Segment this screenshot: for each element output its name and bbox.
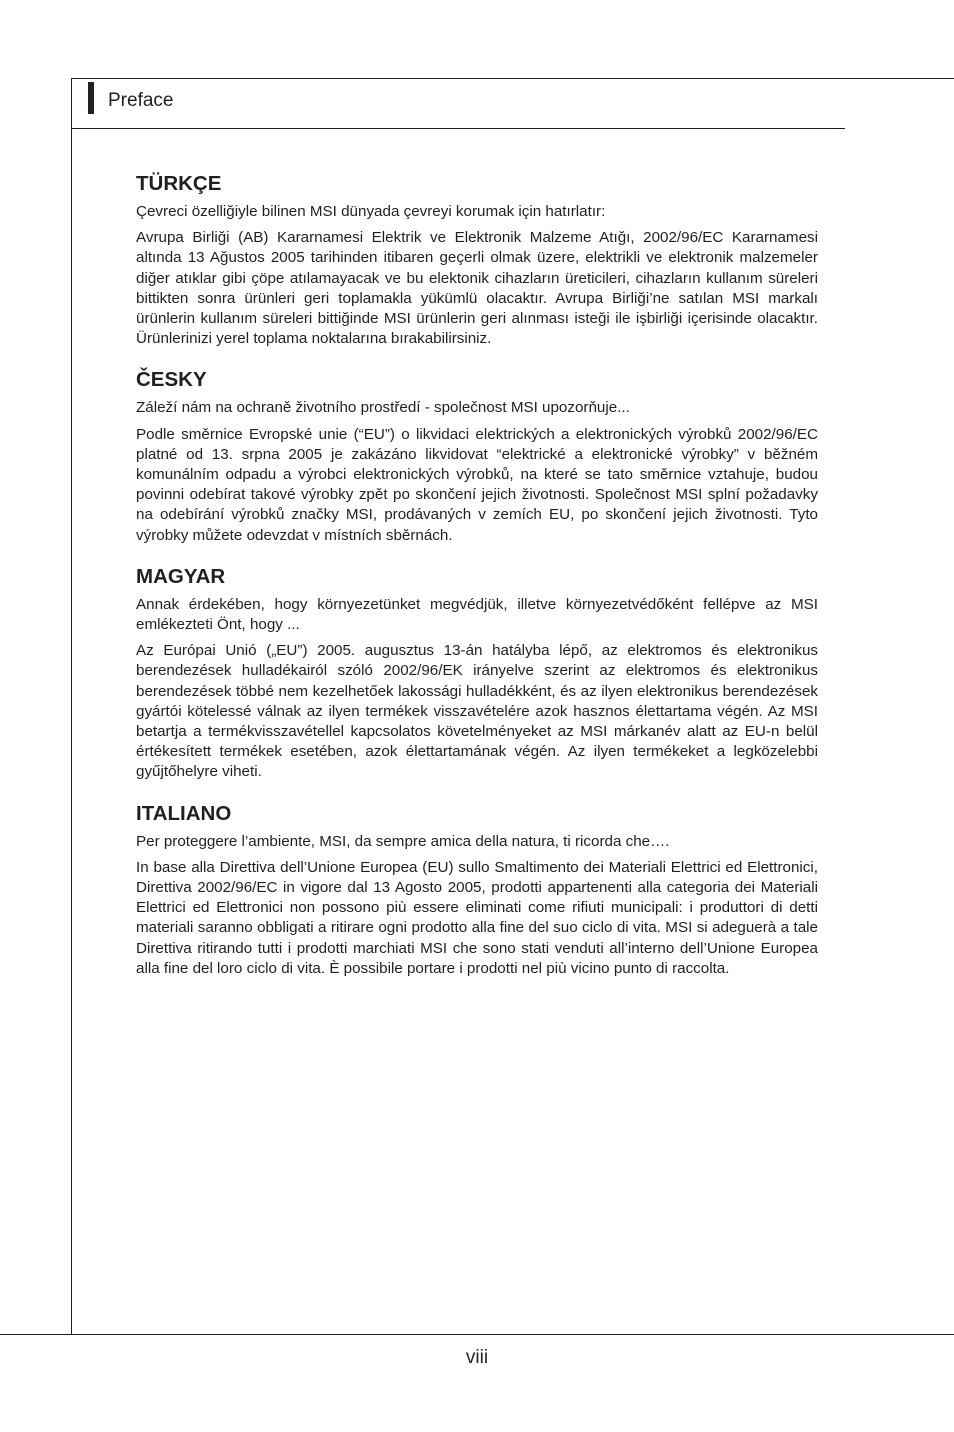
page-frame-top-rule	[71, 78, 954, 79]
section-body: Az Európai Unió („EU”) 2005. augusztus 13-án hatályba lépő, az elektromos és elektronikus berendezések hulladékairól szóló 2002/96/EK irányelve szerint az elektromos és elektronikus berendezések többé nem kezelhetőek lakossági hulladékként, és az ilyen elektronikus berendezések gyártói kötelessé válnak az ilyen termékek visszavételére azok hasznos élettartama végén. Az MSI betartja a termékvisszavétellel kapcsolatos követelményeket az MSI márkanév alatt az EU-n belül értékesített termékek esetében, azok élettartamának végén. Az ilyen termékeket a legközelebbi gyűjtőhelyre viheti.	[136, 642, 818, 781]
page-frame-left-rule	[71, 78, 72, 1335]
page-number: viii	[465, 1347, 489, 1368]
section-heading: ITALIANO	[136, 801, 232, 825]
section-intro: Annak érdekében, hogy környezetünket megvédjük, illetve környezetvédőként fellépve az MSI emlékezteti Önt, hogy ...	[136, 595, 818, 634]
section-heading: ČESKY	[136, 368, 207, 392]
section-body: Avrupa Birliği (AB) Kararnamesi Elektrik ve Elektronik Malzeme Atığı, 2002/96/EC Kararnamesi altında 13 Ağustos 2005 tarihinden itibaren geçerli olmak üzere, elektrikli ve elektronik malzemeler diğer atıklar gibi çöpe atılamayacak ve bu elektonik cihazların üreticileri, cihazların kullanım süreleri bittikten sonra ürünleri geri toplamakla yükümlü olacaktır. Avrupa Birliği’ne satılan MSI markalı ürünlerin kullanım süreleri bittiğinde MSI ürünlerin geri alınması isteği ile işbirliği içerisinde olacaktır. Ürünlerinizi yerel toplama noktalarına bırakabilirsiniz.	[136, 229, 818, 348]
section-intro: Çevreci özelliğiyle bilinen MSI dünyada çevreyi korumak için hatırlatır:	[136, 203, 606, 220]
section-turkce	[136, 171, 818, 349]
header-marker-bar	[88, 82, 94, 114]
running-header-title: Preface	[108, 90, 174, 111]
section-cesky	[136, 367, 818, 545]
section-body: Podle směrnice Evropské unie (“EU”) o likvidaci elektrických a elektronických výrobků 2002/96/EC platné od 13. srpna 2005 je zakázáno likvidovat “elektrické a elektronické výrobky” v běžném komunálním odpadu a výrobci elektronických výrobků, na které se tato směrnice vztahuje, budou povinni odebírat takové výrobky zpět po skončení jejich životnosti. Společnost MSI splní požadavky na odebírání výrobků značky MSI, prodávaných v zemích EU, po skončení jejich životnosti. Tyto výrobky můžete odevzdat v místních sběrnách.	[136, 425, 818, 544]
section-magyar	[136, 564, 818, 783]
section-body: In base alla Direttiva dell’Unione Europea (EU) sullo Smaltimento dei Materiali Elettrici ed Elettronici, Direttiva 2002/96/EC in vigore dal 13 Agosto 2005, prodotti appartenenti alla categoria dei Materiali Elettrici ed Elettronici non possono più essere eliminati come rifiuti municipali: i produttori di detti materiali saranno obbligati a ritirare ogni prodotto alla fine del suo ciclo di vita. MSI si adeguerà a tale Direttiva ritirando tutti i prodotti marchiati MSI che sono stati venduti all’interno dell’Unione Europea alla fine del loro ciclo di vita. È possibile portare i prodotti nel più vicino punto di raccolta.	[136, 858, 818, 977]
section-heading: TÜRKÇE	[136, 172, 222, 195]
section-intro: Per proteggere l’ambiente, MSI, da sempre amica della natura, ti ricorda che….	[136, 832, 670, 850]
section-heading: MAGYAR	[136, 564, 226, 588]
footer-divider	[0, 1334, 954, 1335]
section-italiano	[136, 801, 818, 979]
header-divider	[71, 128, 845, 129]
section-intro: Záleží nám na ochraně životního prostředí - společnost MSI upozorňuje...	[136, 399, 630, 417]
main-content	[136, 171, 818, 997]
